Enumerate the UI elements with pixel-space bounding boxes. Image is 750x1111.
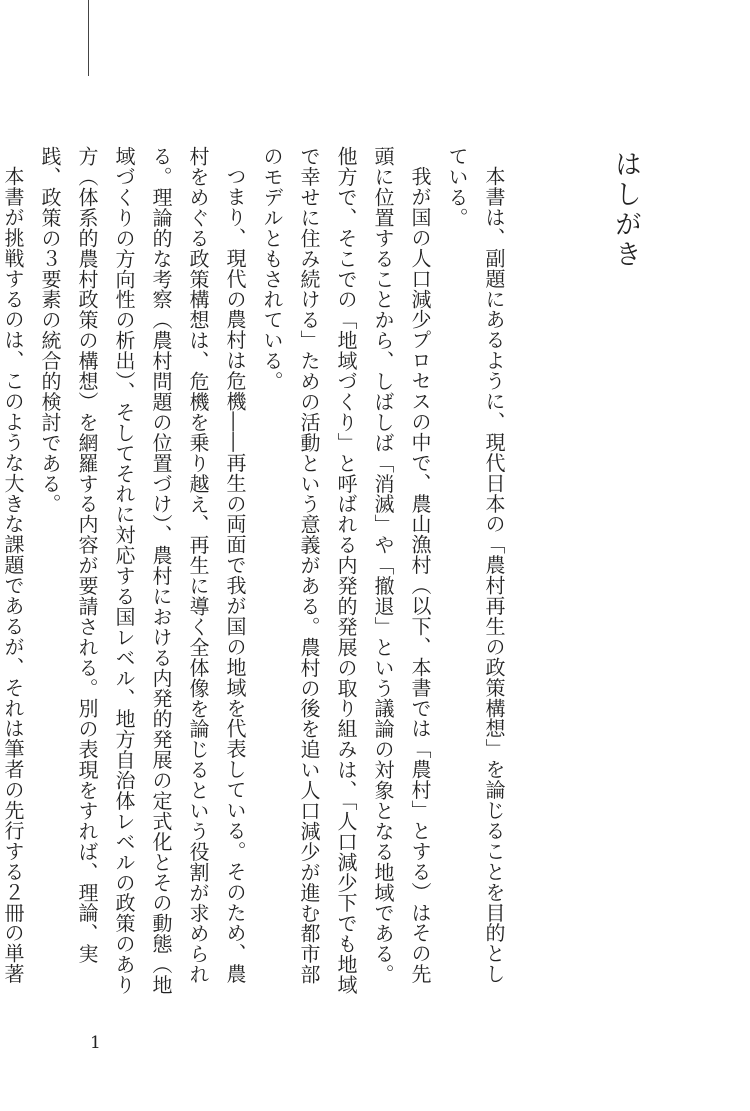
paragraph-1: 本書は、副題にあるように、現代日本の「農村再生の政策構想」を論じることを目的としている。 — [445, 146, 506, 984]
paragraph-3: つまり、現代の農村は危機――再生の両面で我が国の地域を代表している。そのため、農村をめぐる政策構想は、危機を乗り越え、再生に導く全体像を論じるという役割が求められる。理論的な考察（農村問題の位置づけ）、農村における内発的発展の定式化とその動態（地域づくりの方向性の析出）、そしてそれに対応する国レベル、地方自治体レベルの政策のあり方（体系的農村政策の構想）を網羅する内容が要請される。別の表現をすれば、理論、実践、政策の３要素の統合的検討である。 — [38, 146, 247, 995]
paragraph-4: 本書が挑戦するのは、このような大きな課題であるが、それは筆者の先行する２冊の単著 — [1, 166, 25, 984]
page-number: 1 — [90, 1033, 101, 1053]
crop-mark-line — [88, 0, 89, 76]
page-heading: はしがき — [610, 150, 641, 270]
paragraph-2: 我が国の人口減少プロセスの中で、農山漁村（以下、本書では「農村」とする）はその先頭に位置することから、しばしば「消滅」や「撤退」という議論の対象となる地域である。他方で、そこでの「地域づくり」と呼ばれる内発的発展の取り組みは、「人口減少下でも地域で幸せに住み続ける」ための活動という意義がある。農村の後を追い人口減少が進む都市部のモデルともされている。 — [260, 146, 432, 995]
body-text — [0, 146, 512, 1004]
